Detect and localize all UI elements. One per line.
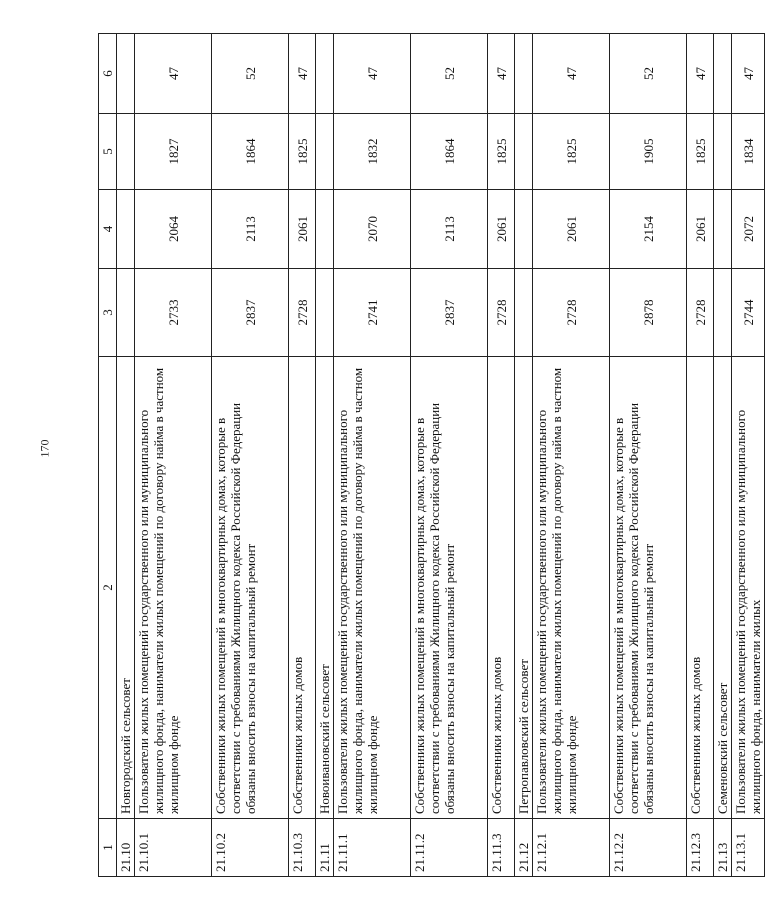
cell-col6: 47 (533, 34, 610, 114)
tariff-table (98, 33, 765, 877)
cell-col3: 2744 (732, 269, 765, 357)
cell-col6 (316, 34, 334, 114)
row-code: 21.11.2 (411, 819, 488, 877)
table-row (316, 34, 334, 877)
row-code: 21.12.2 (610, 819, 687, 877)
row-code: 21.12.3 (687, 819, 714, 877)
column-header: 3 (99, 269, 117, 357)
row-code: 21.13 (714, 819, 732, 877)
cell-col6: 47 (135, 34, 212, 114)
cell-col3: 2878 (610, 269, 687, 357)
row-name: Собственники жилых домов (687, 357, 714, 819)
cell-col5: 1832 (334, 114, 411, 190)
table-header-row (99, 34, 117, 877)
table-row (212, 34, 289, 877)
row-code: 21.10.2 (212, 819, 289, 877)
row-code: 21.11.1 (334, 819, 411, 877)
row-code: 21.10 (117, 819, 135, 877)
cell-col4 (316, 190, 334, 269)
row-code: 21.10.3 (289, 819, 316, 877)
cell-col3 (714, 269, 732, 357)
row-name: Собственники жилых домов (289, 357, 316, 819)
column-header: 5 (99, 114, 117, 190)
cell-col5: 1825 (533, 114, 610, 190)
cell-col5: 1905 (610, 114, 687, 190)
cell-col5: 1864 (212, 114, 289, 190)
row-name: Новгородский сельсовет (117, 357, 135, 819)
cell-col5: 1825 (488, 114, 515, 190)
cell-col4: 2061 (533, 190, 610, 269)
row-name: Собственники жилых помещений в многоквартирных домах, которые в соответствии с требованиями Жилищного кодекса Российской Федерации обязаны вносить взносы на капитальный ремонт (411, 357, 488, 819)
row-name: Собственники жилых домов (488, 357, 515, 819)
cell-col4 (117, 190, 135, 269)
row-code: 21.13.1 (732, 819, 765, 877)
page-number: 170 (37, 439, 52, 458)
row-name: Новоивановский сельсовет (316, 357, 334, 819)
table-row (732, 34, 765, 877)
cell-col6 (714, 34, 732, 114)
cell-col4: 2061 (687, 190, 714, 269)
row-name: Семеновский сельсовет (714, 357, 732, 819)
table-row (117, 34, 135, 877)
column-header: 2 (99, 357, 117, 819)
cell-col5: 1825 (289, 114, 316, 190)
cell-col3 (515, 269, 533, 357)
cell-col5 (515, 114, 533, 190)
cell-col5: 1834 (732, 114, 765, 190)
row-name: Собственники жилых помещений в многоквартирных домах, которые в соответствии с требованиями Жилищного кодекса Российской Федерации обязаны вносить взносы на капитальный ремонт (610, 357, 687, 819)
column-header: 4 (99, 190, 117, 269)
cell-col6: 47 (289, 34, 316, 114)
table-row (135, 34, 212, 877)
row-name: Пользователи жилых помещений государственного или муниципального жилищного фонда, наниматели жилых помещений по договору найма в частном жилищном фонде (334, 357, 411, 819)
cell-col4 (515, 190, 533, 269)
cell-col3: 2728 (488, 269, 515, 357)
cell-col3: 2837 (212, 269, 289, 357)
cell-col6: 52 (212, 34, 289, 114)
cell-col6: 52 (610, 34, 687, 114)
cell-col5 (117, 114, 135, 190)
cell-col3: 2728 (533, 269, 610, 357)
cell-col4 (714, 190, 732, 269)
cell-col3: 2733 (135, 269, 212, 357)
cell-col6: 47 (687, 34, 714, 114)
row-name: Пользователи жилых помещений государственного или муниципального жилищного фонда, наниматели жилых помещений по договору найма в частном жилищном фонде (135, 357, 212, 819)
rotated-table-container (98, 34, 763, 877)
table-row (515, 34, 533, 877)
cell-col5: 1864 (411, 114, 488, 190)
cell-col6 (515, 34, 533, 114)
column-header: 6 (99, 34, 117, 114)
cell-col4: 2154 (610, 190, 687, 269)
row-name: Пользователи жилых помещений государственного или муниципального жилищного фонда, наниматели жилых (732, 357, 765, 819)
cell-col4: 2061 (488, 190, 515, 269)
cell-col6: 47 (334, 34, 411, 114)
table-row (687, 34, 714, 877)
cell-col3 (117, 269, 135, 357)
cell-col3: 2728 (687, 269, 714, 357)
cell-col3: 2728 (289, 269, 316, 357)
row-name: Петропавловский сельсовет (515, 357, 533, 819)
cell-col5: 1827 (135, 114, 212, 190)
row-name: Пользователи жилых помещений государственного или муниципального жилищного фонда, наниматели жилых помещений по договору найма в частном жилищном фонде (533, 357, 610, 819)
cell-col3: 2741 (334, 269, 411, 357)
cell-col6 (117, 34, 135, 114)
table-row (533, 34, 610, 877)
table-row (610, 34, 687, 877)
cell-col3 (316, 269, 334, 357)
table-row (714, 34, 732, 877)
table-row (289, 34, 316, 877)
column-header: 1 (99, 819, 117, 877)
row-code: 21.10.1 (135, 819, 212, 877)
table-row (411, 34, 488, 877)
row-code: 21.12.1 (533, 819, 610, 877)
row-code: 21.12 (515, 819, 533, 877)
cell-col4: 2070 (334, 190, 411, 269)
cell-col6: 52 (411, 34, 488, 114)
cell-col4: 2113 (212, 190, 289, 269)
row-name: Собственники жилых помещений в многоквартирных домах, которые в соответствии с требованиями Жилищного кодекса Российской Федерации обязаны вносить взносы на капитальный ремонт (212, 357, 289, 819)
cell-col4: 2113 (411, 190, 488, 269)
cell-col4: 2064 (135, 190, 212, 269)
cell-col3: 2837 (411, 269, 488, 357)
row-code: 21.11 (316, 819, 334, 877)
cell-col5 (714, 114, 732, 190)
cell-col5 (316, 114, 334, 190)
cell-col6: 47 (732, 34, 765, 114)
table-row (334, 34, 411, 877)
cell-col4: 2061 (289, 190, 316, 269)
row-code: 21.11.3 (488, 819, 515, 877)
table-row (488, 34, 515, 877)
cell-col5: 1825 (687, 114, 714, 190)
cell-col4: 2072 (732, 190, 765, 269)
cell-col6: 47 (488, 34, 515, 114)
